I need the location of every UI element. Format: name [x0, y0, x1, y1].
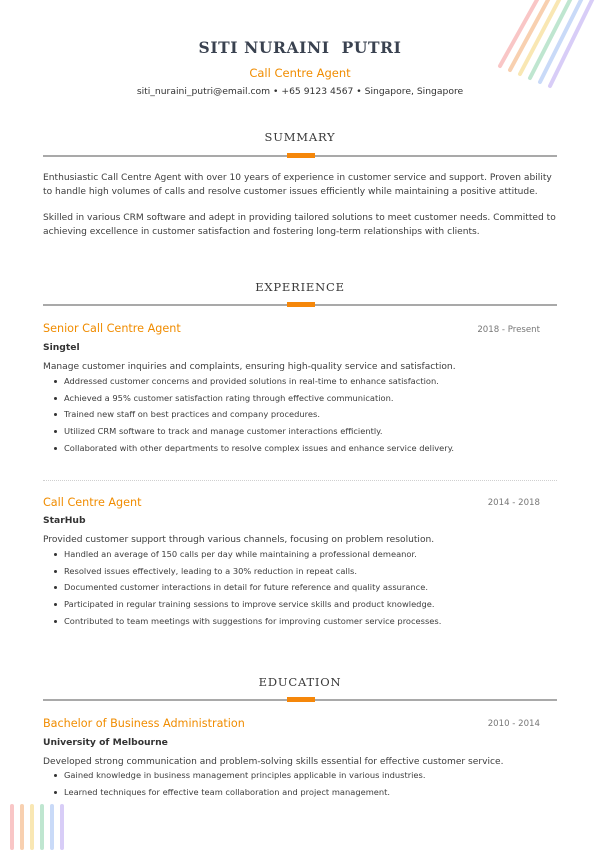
candidate-name: SITI NURAINI PUTRI: [198, 38, 402, 57]
education-highlights: [52, 767, 426, 800]
job-title: Senior Call Centre Agent: [43, 322, 181, 335]
list-item: Trained new staff on best practices and company procedures.: [52, 406, 454, 423]
job-description: Provided customer support through various channels, focusing on problem resolution.: [43, 535, 435, 545]
list-item: Gained knowledge in business management principles applicable in various industries.: [52, 767, 426, 784]
section-title-experience: EXPERIENCE: [255, 280, 345, 294]
divider-accent: [287, 697, 315, 702]
list-item: Participated in regular training sessions to improve service skills and product knowledge.: [52, 596, 441, 613]
list-item: Resolved issues effectively, leading to a 30% reduction in repeat calls.: [52, 563, 441, 580]
list-item: Contributed to team meetings with suggestions for improving customer service processes.: [52, 613, 441, 630]
list-item: Achieved a 95% customer satisfaction rating through effective communication.: [52, 390, 454, 407]
list-item: Handled an average of 150 calls per day while maintaining a professional demeanor.: [52, 546, 441, 563]
section-title-summary: SUMMARY: [264, 130, 336, 144]
job-achievements: [52, 373, 454, 457]
list-item: Utilized CRM software to track and manage customer interactions efficiently.: [52, 423, 454, 440]
education-dates: 2010 - 2014: [487, 719, 540, 729]
job-title: Call Centre Agent: [43, 496, 142, 509]
job-description: Manage customer inquiries and complaints, ensuring high-quality service and satisfaction.: [43, 362, 456, 372]
list-item: Collaborated with other departments to resolve complex issues and enhance service delivery.: [52, 440, 454, 457]
entry-separator: [43, 480, 557, 481]
summary-paragraph: Enthusiastic Call Centre Agent with over 10 years of experience in customer service and support. Proven ability to handle high volumes of calls and resolve customer issues efficiently while maintaining a positive attitude.: [43, 173, 552, 197]
list-item: Learned techniques for effective team collaboration and project management.: [52, 784, 426, 801]
resume-header: [0, 38, 600, 97]
job-achievements: [52, 546, 441, 630]
section-divider: [43, 155, 557, 157]
education-description: Developed strong communication and problem-solving skills essential for effective customer service.: [43, 757, 504, 767]
job-company: Singtel: [43, 342, 80, 353]
job-dates: 2018 - Present: [477, 325, 540, 335]
divider-accent: [287, 302, 315, 307]
job-dates: 2014 - 2018: [487, 498, 540, 508]
candidate-role: Call Centre Agent: [249, 66, 351, 80]
divider-accent: [287, 153, 315, 158]
list-item: Documented customer interactions in detail for future reference and quality assurance.: [52, 579, 441, 596]
section-title-education: EDUCATION: [258, 675, 342, 689]
section-divider: [43, 699, 557, 701]
list-item: Addressed customer concerns and provided solutions in real-time to enhance satisfaction.: [52, 373, 454, 390]
job-company: StarHub: [43, 515, 86, 526]
summary-paragraph: Skilled in various CRM software and adept in providing tailored solutions to meet customer needs. Committed to achieving excellence in customer satisfaction and fostering long-term relationships with clients.: [43, 213, 556, 237]
institution-name: University of Melbourne: [43, 737, 168, 748]
section-divider: [43, 304, 557, 306]
decorative-stripes-bottom-left: [0, 800, 80, 850]
degree-title: Bachelor of Business Administration: [43, 717, 245, 730]
contact-info: siti_nuraini_putri@email.com • +65 9123 4567 • Singapore, Singapore: [136, 86, 464, 97]
